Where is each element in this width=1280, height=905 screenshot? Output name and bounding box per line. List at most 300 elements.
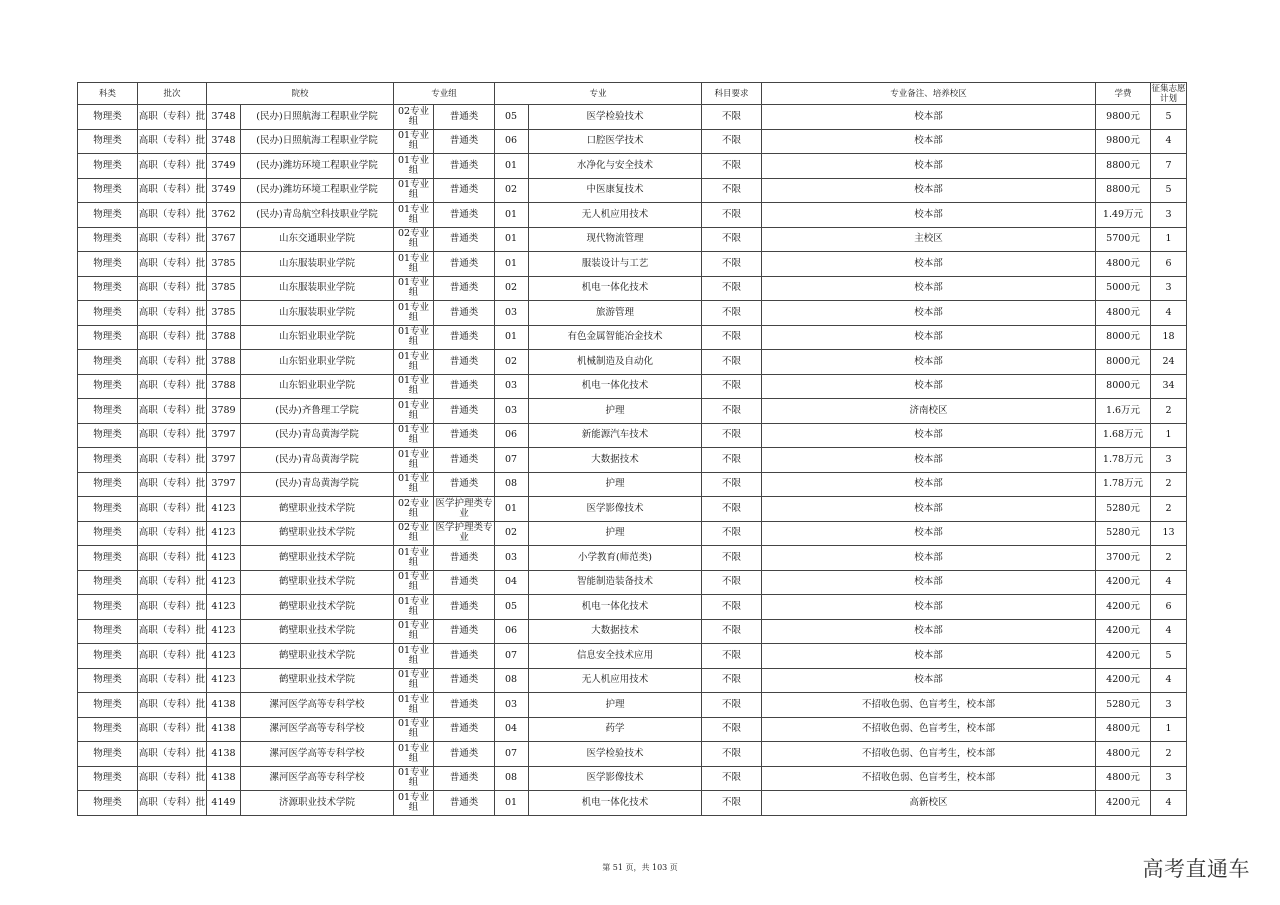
- header-plan: 征集志愿计划: [1151, 83, 1186, 104]
- cell-major-name: 大数据技术: [529, 619, 702, 644]
- cell-subject-req: 不限: [702, 325, 762, 350]
- cell-tuition: 4800元: [1096, 252, 1151, 277]
- cell-tuition: 5700元: [1096, 227, 1151, 252]
- cell-school-name: 鹤壁职业技术学院: [241, 619, 394, 644]
- cell-major-name: 机械制造及自动化: [529, 350, 702, 375]
- cell-notes: 济南校区: [762, 399, 1096, 424]
- cell-plan: 2: [1151, 546, 1187, 571]
- cell-subject-req: 不限: [702, 252, 762, 277]
- cell-plan: 6: [1151, 595, 1187, 620]
- cell-tuition: 4800元: [1096, 717, 1151, 742]
- cell-group: 01专业组: [394, 374, 434, 399]
- cell-major-code: 01: [495, 227, 529, 252]
- cell-school-code: 3762: [207, 203, 241, 228]
- cell-notes: 校本部: [762, 570, 1096, 595]
- cell-major-code: 03: [495, 399, 529, 424]
- cell-major-name: 医学检验技术: [529, 742, 702, 767]
- cell-group: 01专业组: [394, 252, 434, 277]
- cell-school-code: 3788: [207, 374, 241, 399]
- cell-school-code: 3789: [207, 399, 241, 424]
- cell-group-type: 普通类: [434, 203, 495, 228]
- cell-batch: 高职（专科）批: [138, 448, 207, 473]
- cell-group-type: 普通类: [434, 154, 495, 179]
- table-row: [78, 546, 1187, 571]
- cell-plan: 3: [1151, 276, 1187, 301]
- table-row: [78, 742, 1187, 767]
- cell-major-name: 无人机应用技术: [529, 668, 702, 693]
- cell-major-name: 医学影像技术: [529, 497, 702, 522]
- cell-tuition: 1.49万元: [1096, 203, 1151, 228]
- cell-group: 01专业组: [394, 742, 434, 767]
- cell-batch: 高职（专科）批: [138, 619, 207, 644]
- cell-major-code: 06: [495, 423, 529, 448]
- cell-group-type: 普通类: [434, 693, 495, 718]
- cell-major-name: 医学检验技术: [529, 105, 702, 130]
- cell-tuition: 8000元: [1096, 325, 1151, 350]
- cell-major-code: 01: [495, 252, 529, 277]
- table-row: [78, 154, 1187, 179]
- cell-major-name: 机电一体化技术: [529, 791, 702, 816]
- cell-tuition: 8800元: [1096, 178, 1151, 203]
- cell-category: 物理类: [78, 742, 138, 767]
- cell-major-code: 08: [495, 766, 529, 791]
- cell-batch: 高职（专科）批: [138, 350, 207, 375]
- cell-school-code: 4149: [207, 791, 241, 816]
- cell-plan: 1: [1151, 227, 1187, 252]
- cell-school-name: 漯河医学高等专科学校: [241, 693, 394, 718]
- cell-notes: 不招收色弱、色盲考生，校本部: [762, 693, 1096, 718]
- header-school: 院校: [207, 83, 394, 105]
- cell-group-type: 普通类: [434, 350, 495, 375]
- cell-batch: 高职（专科）批: [138, 717, 207, 742]
- cell-notes: 校本部: [762, 178, 1096, 203]
- cell-category: 物理类: [78, 791, 138, 816]
- cell-group-type: 普通类: [434, 448, 495, 473]
- cell-group: 01专业组: [394, 203, 434, 228]
- cell-tuition: 4800元: [1096, 301, 1151, 326]
- cell-school-code: 4138: [207, 742, 241, 767]
- admission-table: [77, 82, 1187, 816]
- cell-subject-req: 不限: [702, 717, 762, 742]
- cell-tuition: 4200元: [1096, 570, 1151, 595]
- cell-major-code: 07: [495, 742, 529, 767]
- cell-school-name: 济源职业技术学院: [241, 791, 394, 816]
- cell-subject-req: 不限: [702, 301, 762, 326]
- table-row: [78, 717, 1187, 742]
- cell-group-type: 普通类: [434, 742, 495, 767]
- cell-category: 物理类: [78, 668, 138, 693]
- cell-category: 物理类: [78, 595, 138, 620]
- cell-major-name: 护理: [529, 693, 702, 718]
- cell-school-code: 3797: [207, 472, 241, 497]
- cell-school-code: 3748: [207, 105, 241, 130]
- table-row: [78, 129, 1187, 154]
- cell-subject-req: 不限: [702, 105, 762, 130]
- cell-plan: 3: [1151, 693, 1187, 718]
- cell-major-code: 01: [495, 497, 529, 522]
- cell-group: 01专业组: [394, 619, 434, 644]
- cell-school-code: 3767: [207, 227, 241, 252]
- cell-notes: 校本部: [762, 619, 1096, 644]
- cell-major-code: 01: [495, 791, 529, 816]
- cell-major-name: 大数据技术: [529, 448, 702, 473]
- cell-school-code: 4123: [207, 497, 241, 522]
- table-row: [78, 350, 1187, 375]
- cell-group-type: 普通类: [434, 301, 495, 326]
- cell-major-code: 03: [495, 301, 529, 326]
- cell-notes: 校本部: [762, 252, 1096, 277]
- cell-major-code: 02: [495, 521, 529, 546]
- cell-plan: 5: [1151, 105, 1187, 130]
- cell-group-type: 普通类: [434, 276, 495, 301]
- cell-major-name: 护理: [529, 399, 702, 424]
- cell-major-name: 中医康复技术: [529, 178, 702, 203]
- cell-school-name: (民办)潍坊环境工程职业学院: [241, 178, 394, 203]
- cell-major-code: 03: [495, 374, 529, 399]
- cell-batch: 高职（专科）批: [138, 595, 207, 620]
- cell-batch: 高职（专科）批: [138, 178, 207, 203]
- cell-major-code: 03: [495, 546, 529, 571]
- cell-notes: 校本部: [762, 129, 1096, 154]
- cell-subject-req: 不限: [702, 791, 762, 816]
- cell-notes: 校本部: [762, 301, 1096, 326]
- cell-tuition: 5280元: [1096, 521, 1151, 546]
- cell-batch: 高职（专科）批: [138, 791, 207, 816]
- cell-subject-req: 不限: [702, 595, 762, 620]
- cell-plan: 2: [1151, 399, 1187, 424]
- cell-school-name: 山东铝业职业学院: [241, 374, 394, 399]
- cell-major-code: 02: [495, 178, 529, 203]
- cell-category: 物理类: [78, 546, 138, 571]
- cell-group-type: 普通类: [434, 570, 495, 595]
- cell-plan: 13: [1151, 521, 1187, 546]
- cell-school-code: 3785: [207, 276, 241, 301]
- table-row: [78, 227, 1187, 252]
- cell-plan: 7: [1151, 154, 1187, 179]
- cell-notes: 主校区: [762, 227, 1096, 252]
- table-row: [78, 301, 1187, 326]
- cell-subject-req: 不限: [702, 521, 762, 546]
- cell-tuition: 4200元: [1096, 668, 1151, 693]
- cell-tuition: 1.78万元: [1096, 448, 1151, 473]
- cell-school-code: 4123: [207, 619, 241, 644]
- cell-school-name: (民办)青岛航空科技职业学院: [241, 203, 394, 228]
- cell-school-code: 3788: [207, 325, 241, 350]
- cell-subject-req: 不限: [702, 497, 762, 522]
- cell-major-name: 医学影像技术: [529, 766, 702, 791]
- cell-notes: 校本部: [762, 276, 1096, 301]
- cell-batch: 高职（专科）批: [138, 301, 207, 326]
- page-footer: 第 51 页，共 103 页: [602, 863, 678, 872]
- cell-school-name: 漯河医学高等专科学校: [241, 742, 394, 767]
- header-batch: 批次: [138, 83, 207, 105]
- cell-category: 物理类: [78, 644, 138, 669]
- cell-group-type: 普通类: [434, 129, 495, 154]
- cell-major-code: 02: [495, 276, 529, 301]
- cell-group-type: 普通类: [434, 399, 495, 424]
- cell-plan: 4: [1151, 619, 1187, 644]
- table-header-row: [78, 83, 1187, 105]
- cell-school-name: 山东服装职业学院: [241, 252, 394, 277]
- cell-major-code: 05: [495, 595, 529, 620]
- cell-school-name: (民办)日照航海工程职业学院: [241, 105, 394, 130]
- cell-major-name: 水净化与安全技术: [529, 154, 702, 179]
- cell-category: 物理类: [78, 399, 138, 424]
- cell-group-type: 普通类: [434, 423, 495, 448]
- cell-group: 01专业组: [394, 154, 434, 179]
- table-row: [78, 619, 1187, 644]
- cell-batch: 高职（专科）批: [138, 546, 207, 571]
- cell-plan: 4: [1151, 668, 1187, 693]
- cell-school-code: 3748: [207, 129, 241, 154]
- table-row: [78, 252, 1187, 277]
- cell-notes: 校本部: [762, 497, 1096, 522]
- cell-major-code: 04: [495, 570, 529, 595]
- cell-major-code: 02: [495, 350, 529, 375]
- cell-plan: 3: [1151, 766, 1187, 791]
- cell-group-type: 普通类: [434, 472, 495, 497]
- header-major: 专业: [495, 83, 702, 105]
- cell-category: 物理类: [78, 448, 138, 473]
- cell-category: 物理类: [78, 521, 138, 546]
- cell-school-name: 山东铝业职业学院: [241, 325, 394, 350]
- cell-major-name: 无人机应用技术: [529, 203, 702, 228]
- cell-major-name: 服装设计与工艺: [529, 252, 702, 277]
- cell-batch: 高职（专科）批: [138, 521, 207, 546]
- cell-notes: 高新校区: [762, 791, 1096, 816]
- cell-major-code: 04: [495, 717, 529, 742]
- table-row: [78, 766, 1187, 791]
- header-notes-campus: 专业备注、培养校区: [762, 83, 1096, 105]
- cell-category: 物理类: [78, 301, 138, 326]
- cell-plan: 3: [1151, 448, 1187, 473]
- cell-notes: 校本部: [762, 668, 1096, 693]
- cell-group: 01专业组: [394, 595, 434, 620]
- cell-subject-req: 不限: [702, 546, 762, 571]
- cell-notes: 校本部: [762, 546, 1096, 571]
- cell-batch: 高职（专科）批: [138, 570, 207, 595]
- cell-notes: 校本部: [762, 325, 1096, 350]
- table-row: [78, 521, 1187, 546]
- cell-category: 物理类: [78, 570, 138, 595]
- cell-school-code: 3797: [207, 448, 241, 473]
- cell-group: 01专业组: [394, 399, 434, 424]
- cell-group-type: 普通类: [434, 644, 495, 669]
- cell-group: 01专业组: [394, 276, 434, 301]
- cell-tuition: 4200元: [1096, 595, 1151, 620]
- cell-school-name: (民办)青岛黄海学院: [241, 423, 394, 448]
- cell-plan: 4: [1151, 570, 1187, 595]
- cell-plan: 2: [1151, 472, 1187, 497]
- cell-group: 01专业组: [394, 546, 434, 571]
- cell-batch: 高职（专科）批: [138, 105, 207, 130]
- table-row: [78, 178, 1187, 203]
- cell-plan: 4: [1151, 791, 1187, 816]
- cell-batch: 高职（专科）批: [138, 252, 207, 277]
- cell-subject-req: 不限: [702, 399, 762, 424]
- cell-school-code: 3797: [207, 423, 241, 448]
- cell-group: 02专业组: [394, 105, 434, 130]
- table-row: [78, 570, 1187, 595]
- cell-tuition: 3700元: [1096, 546, 1151, 571]
- cell-major-code: 06: [495, 129, 529, 154]
- cell-major-code: 01: [495, 154, 529, 179]
- cell-major-name: 口腔医学技术: [529, 129, 702, 154]
- cell-school-name: 鹤壁职业技术学院: [241, 497, 394, 522]
- cell-major-name: 护理: [529, 521, 702, 546]
- cell-school-code: 4123: [207, 570, 241, 595]
- cell-notes: 不招收色弱、色盲考生，校本部: [762, 717, 1096, 742]
- cell-notes: 校本部: [762, 203, 1096, 228]
- cell-notes: 校本部: [762, 644, 1096, 669]
- cell-group: 01专业组: [394, 717, 434, 742]
- cell-school-code: 3788: [207, 350, 241, 375]
- cell-major-name: 智能制造装备技术: [529, 570, 702, 595]
- cell-major-name: 药学: [529, 717, 702, 742]
- cell-category: 物理类: [78, 203, 138, 228]
- table-row: [78, 668, 1187, 693]
- cell-school-code: 4123: [207, 546, 241, 571]
- cell-category: 物理类: [78, 325, 138, 350]
- cell-group-type: 普通类: [434, 252, 495, 277]
- cell-school-code: 3785: [207, 301, 241, 326]
- cell-subject-req: 不限: [702, 668, 762, 693]
- cell-notes: 校本部: [762, 521, 1096, 546]
- cell-group-type: 普通类: [434, 791, 495, 816]
- cell-major-code: 01: [495, 325, 529, 350]
- table-row: [78, 472, 1187, 497]
- table-row: [78, 423, 1187, 448]
- cell-notes: 校本部: [762, 105, 1096, 130]
- cell-tuition: 4800元: [1096, 766, 1151, 791]
- cell-group-type: 普通类: [434, 668, 495, 693]
- cell-subject-req: 不限: [702, 448, 762, 473]
- cell-notes: 不招收色弱、色盲考生，校本部: [762, 742, 1096, 767]
- cell-group: 02专业组: [394, 227, 434, 252]
- cell-batch: 高职（专科）批: [138, 693, 207, 718]
- cell-category: 物理类: [78, 619, 138, 644]
- cell-group: 01专业组: [394, 472, 434, 497]
- cell-batch: 高职（专科）批: [138, 129, 207, 154]
- cell-major-code: 07: [495, 644, 529, 669]
- cell-batch: 高职（专科）批: [138, 423, 207, 448]
- cell-school-name: (民办)日照航海工程职业学院: [241, 129, 394, 154]
- cell-major-code: 07: [495, 448, 529, 473]
- cell-plan: 18: [1151, 325, 1187, 350]
- cell-school-name: 山东铝业职业学院: [241, 350, 394, 375]
- cell-group-type: 普通类: [434, 178, 495, 203]
- cell-tuition: 5000元: [1096, 276, 1151, 301]
- cell-group: 02专业组: [394, 497, 434, 522]
- cell-group-type: 普通类: [434, 619, 495, 644]
- cell-tuition: 4200元: [1096, 619, 1151, 644]
- cell-school-name: 漯河医学高等专科学校: [241, 766, 394, 791]
- cell-plan: 1: [1151, 423, 1187, 448]
- cell-subject-req: 不限: [702, 570, 762, 595]
- cell-category: 物理类: [78, 105, 138, 130]
- cell-plan: 3: [1151, 203, 1187, 228]
- cell-school-name: 鹤壁职业技术学院: [241, 570, 394, 595]
- cell-school-name: 鹤壁职业技术学院: [241, 521, 394, 546]
- header-tuition: 学费: [1096, 83, 1151, 105]
- table-row: [78, 595, 1187, 620]
- cell-subject-req: 不限: [702, 227, 762, 252]
- cell-plan: 1: [1151, 717, 1187, 742]
- cell-group-type: 普通类: [434, 227, 495, 252]
- table-row: [78, 497, 1187, 522]
- cell-batch: 高职（专科）批: [138, 742, 207, 767]
- cell-tuition: 8800元: [1096, 154, 1151, 179]
- cell-group-type: 普通类: [434, 325, 495, 350]
- cell-school-code: 4138: [207, 717, 241, 742]
- cell-school-code: 4123: [207, 521, 241, 546]
- cell-plan: 24: [1151, 350, 1187, 375]
- cell-subject-req: 不限: [702, 203, 762, 228]
- cell-school-name: 鹤壁职业技术学院: [241, 546, 394, 571]
- cell-batch: 高职（专科）批: [138, 399, 207, 424]
- cell-group: 01专业组: [394, 129, 434, 154]
- cell-group-type: 普通类: [434, 717, 495, 742]
- cell-batch: 高职（专科）批: [138, 766, 207, 791]
- cell-plan: 5: [1151, 178, 1187, 203]
- cell-school-code: 4138: [207, 693, 241, 718]
- cell-subject-req: 不限: [702, 350, 762, 375]
- cell-major-code: 03: [495, 693, 529, 718]
- cell-plan: 2: [1151, 742, 1187, 767]
- cell-major-code: 08: [495, 668, 529, 693]
- cell-subject-req: 不限: [702, 742, 762, 767]
- cell-category: 物理类: [78, 497, 138, 522]
- cell-batch: 高职（专科）批: [138, 276, 207, 301]
- cell-major-name: 信息安全技术应用: [529, 644, 702, 669]
- table-row: [78, 105, 1187, 130]
- cell-subject-req: 不限: [702, 693, 762, 718]
- table-row: [78, 644, 1187, 669]
- cell-tuition: 1.68万元: [1096, 423, 1151, 448]
- header-major-group: 专业组: [394, 83, 495, 105]
- cell-school-name: (民办)齐鲁理工学院: [241, 399, 394, 424]
- cell-plan: 34: [1151, 374, 1187, 399]
- cell-school-code: 4123: [207, 668, 241, 693]
- cell-school-name: (民办)青岛黄海学院: [241, 472, 394, 497]
- cell-group: 01专业组: [394, 301, 434, 326]
- cell-subject-req: 不限: [702, 374, 762, 399]
- cell-school-name: 鹤壁职业技术学院: [241, 668, 394, 693]
- cell-batch: 高职（专科）批: [138, 227, 207, 252]
- cell-school-code: 3785: [207, 252, 241, 277]
- cell-tuition: 1.78万元: [1096, 472, 1151, 497]
- cell-batch: 高职（专科）批: [138, 325, 207, 350]
- cell-subject-req: 不限: [702, 276, 762, 301]
- header-subject-requirement: 科目要求: [702, 83, 762, 105]
- cell-category: 物理类: [78, 423, 138, 448]
- cell-group: 01专业组: [394, 178, 434, 203]
- cell-school-code: 3749: [207, 178, 241, 203]
- cell-tuition: 8000元: [1096, 374, 1151, 399]
- cell-major-name: 机电一体化技术: [529, 276, 702, 301]
- cell-tuition: 9800元: [1096, 105, 1151, 130]
- cell-group-type: 普通类: [434, 105, 495, 130]
- cell-category: 物理类: [78, 766, 138, 791]
- cell-batch: 高职（专科）批: [138, 154, 207, 179]
- cell-tuition: 1.6万元: [1096, 399, 1151, 424]
- table-row: [78, 203, 1187, 228]
- cell-category: 物理类: [78, 178, 138, 203]
- cell-tuition: 9800元: [1096, 129, 1151, 154]
- cell-tuition: 5280元: [1096, 497, 1151, 522]
- cell-school-name: 鹤壁职业技术学院: [241, 595, 394, 620]
- cell-group: 01专业组: [394, 766, 434, 791]
